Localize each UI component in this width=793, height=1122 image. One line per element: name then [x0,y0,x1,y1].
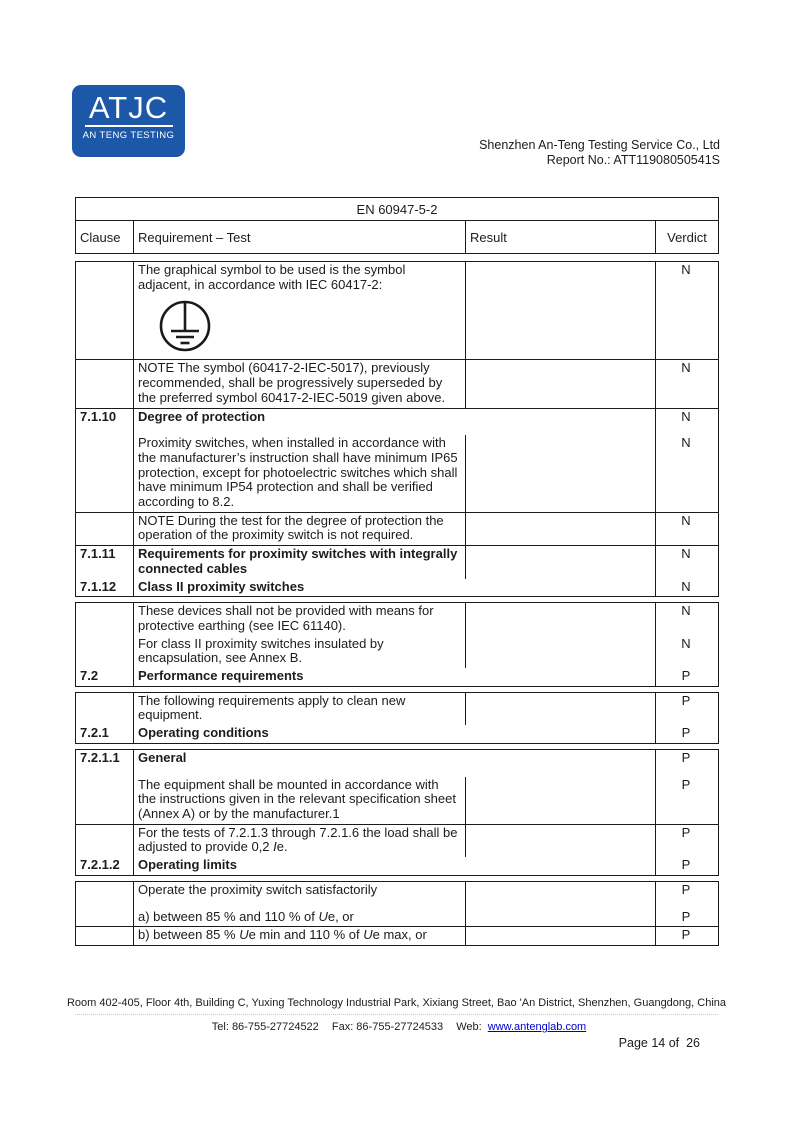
verdict-cell: P [656,725,719,743]
clause-cell: 7.1.10 [76,408,134,435]
verdict-cell: N [656,360,719,408]
verdict-cell: N [656,408,719,435]
clause-cell [76,824,134,857]
table-row [76,603,719,636]
result-cell [466,360,656,408]
requirement-cell: The following requirements apply to clean new equipment. [138,692,406,723]
clause-cell [76,909,134,927]
table-row [76,579,719,597]
clause-cell [76,927,134,946]
result-cell [466,909,656,927]
table-row [76,777,719,825]
clause-cell [76,360,134,408]
logo-divider [85,125,173,127]
result-cell [466,262,656,360]
requirement-cell: Performance requirements [138,668,304,684]
table-row [76,408,719,435]
clause-cell [76,512,134,545]
requirement-cell: Requirements for proximity switches with integrally connected cables [138,546,458,576]
footer-web-label: Web: [456,1021,482,1033]
requirement-cell: These devices shall not be provided with means for protective earthing (see IEC 61140). [138,603,434,633]
verdict-cell: P [656,927,719,946]
requirement-block [75,692,719,744]
verdict-cell: N [656,435,719,512]
footer-contacts [0,1021,793,1034]
clause-cell [76,603,134,636]
verdict-cell: P [656,881,719,908]
requirement-cell: Operate the proximity switch satisfactorily [138,881,378,897]
result-cell [466,777,656,825]
footer-address: Room 402-405, Floor 4th, Building C, Yuxing Technology Industrial Park, Xixiang Street, Bao 'An District, Shenzhen, Guangdong, China [66,997,727,1009]
clause-cell: 7.2.1.2 [76,857,134,875]
footer-web-link[interactable]: www.antenglab.com [487,1021,587,1033]
table-row [76,262,719,360]
result-cell [466,881,656,908]
clause-cell [76,777,134,825]
table-row [76,692,719,725]
requirement-cell: The equipment shall be mounted in accordance with the instructions given in the relevant specification sheet (Annex A) or by the manufacturer.1 [138,776,456,821]
requirement-cell: a) between 85 % and 110 % of Ue, or [138,908,354,924]
result-cell [466,435,656,512]
requirement-cell: Operating conditions [138,725,269,741]
column-header-clause: Clause [76,221,134,254]
requirement-block [75,824,719,876]
table-row [76,546,719,579]
table-row [76,668,719,686]
requirement-cell: Class II proximity switches [138,578,305,594]
requirement-cell: Proximity switches, when installed in accordance with the manufacturer’s instruction shall have minimum IP65 protection, except for photoelectric switches which shall have minimum IP54 protection and shall be verified according to 8.2. [138,435,458,510]
report-header [479,138,720,168]
column-header-result: Result [466,221,656,254]
protective-earth-icon [158,298,212,354]
result-cell [466,927,656,946]
verdict-cell: P [656,749,719,776]
requirement-block [75,881,719,927]
page-number: Page 14 of 26 [618,1036,700,1050]
body-table [75,261,718,946]
verdict-cell: P [656,692,719,725]
clause-cell: 7.2 [76,668,134,686]
result-cell [466,824,656,857]
standard-name: EN 60947-5-2 [76,198,719,221]
clause-cell: 7.1.11 [76,546,134,579]
table-row [76,909,719,927]
verdict-cell: N [656,579,719,597]
verdict-cell: P [656,668,719,686]
clause-cell: 7.2.1 [76,725,134,743]
requirement-block [75,545,719,597]
requirement-cell: Degree of protection [138,408,266,424]
table-row [76,636,719,668]
company-name: Shenzhen An-Teng Testing Service Co., Ltd [479,138,720,152]
table-row [76,857,719,875]
verdict-cell: N [656,512,719,545]
requirement-cell: For the tests of 7.2.1.3 through 7.2.1.6 the load shall be adjusted to provide 0,2 Ie. [138,824,458,855]
result-cell [466,546,656,579]
verdict-cell: N [656,636,719,668]
requirement-block [75,408,719,513]
table-row [76,435,719,512]
requirement-block [75,749,719,825]
verdict-cell: N [656,603,719,636]
requirement-block [75,359,719,408]
clause-cell: 7.2.1.1 [76,749,134,776]
clause-cell [76,435,134,512]
table-row [76,881,719,908]
verdict-cell: P [656,857,719,875]
clause-cell [76,692,134,725]
clause-cell [76,262,134,360]
requirement-cell: The graphical symbol to be used is the symbol adjacent, in accordance with IEC 60417-2: [134,262,466,360]
table-row [76,725,719,743]
column-header-requirement: Requirement – Test [134,221,466,254]
requirement-block [75,261,719,360]
result-cell [466,692,656,725]
verdict-cell: N [656,546,719,579]
clause-cell [76,881,134,908]
verdict-cell: P [656,909,719,927]
table-row [76,749,719,776]
requirement-cell: b) between 85 % Ue min and 110 % of Ue max, or [138,927,427,943]
requirement-block [75,512,719,546]
logo-title: ATJC [88,90,169,125]
requirement-cell: NOTE The symbol (60417-2-IEC-5017), previously recommended, shall be progressively superseded by the preferred symbol 60417-2-IEC-5019 given above. [138,360,446,405]
requirement-cell: General [138,749,187,765]
footer-fax: Fax: 86-755-27724533 [331,1021,444,1033]
table-row [76,360,719,408]
report-number: Report No.: ATT11908050541S [546,153,720,167]
result-cell [466,636,656,668]
requirement-cell: For class II proximity switches insulated by encapsulation, see Annex B. [138,635,384,666]
logo-subtitle: AN TENG TESTING [82,130,175,141]
standard-header-table [75,197,719,254]
column-header-row [76,221,719,254]
requirement-block [75,926,719,946]
requirement-block [75,602,719,687]
clause-cell [76,636,134,668]
company-logo [72,85,185,157]
footer-tel: Tel: 86-755-27724522 [211,1021,319,1033]
requirement-cell: Operating limits [138,857,237,873]
clause-cell: 7.1.12 [76,579,134,597]
footer-divider [75,1014,718,1015]
column-header-verdict: Verdict [656,221,719,254]
verdict-cell: N [656,262,719,360]
verdict-cell: P [656,777,719,825]
verdict-cell: P [656,824,719,857]
standard-row [76,198,719,221]
table-row [76,927,719,946]
table-row [76,824,719,857]
result-cell [466,603,656,636]
table-row [76,512,719,545]
requirement-cell: NOTE During the test for the degree of protection the operation of the proximity switch is not required. [138,512,444,543]
result-cell [466,512,656,545]
